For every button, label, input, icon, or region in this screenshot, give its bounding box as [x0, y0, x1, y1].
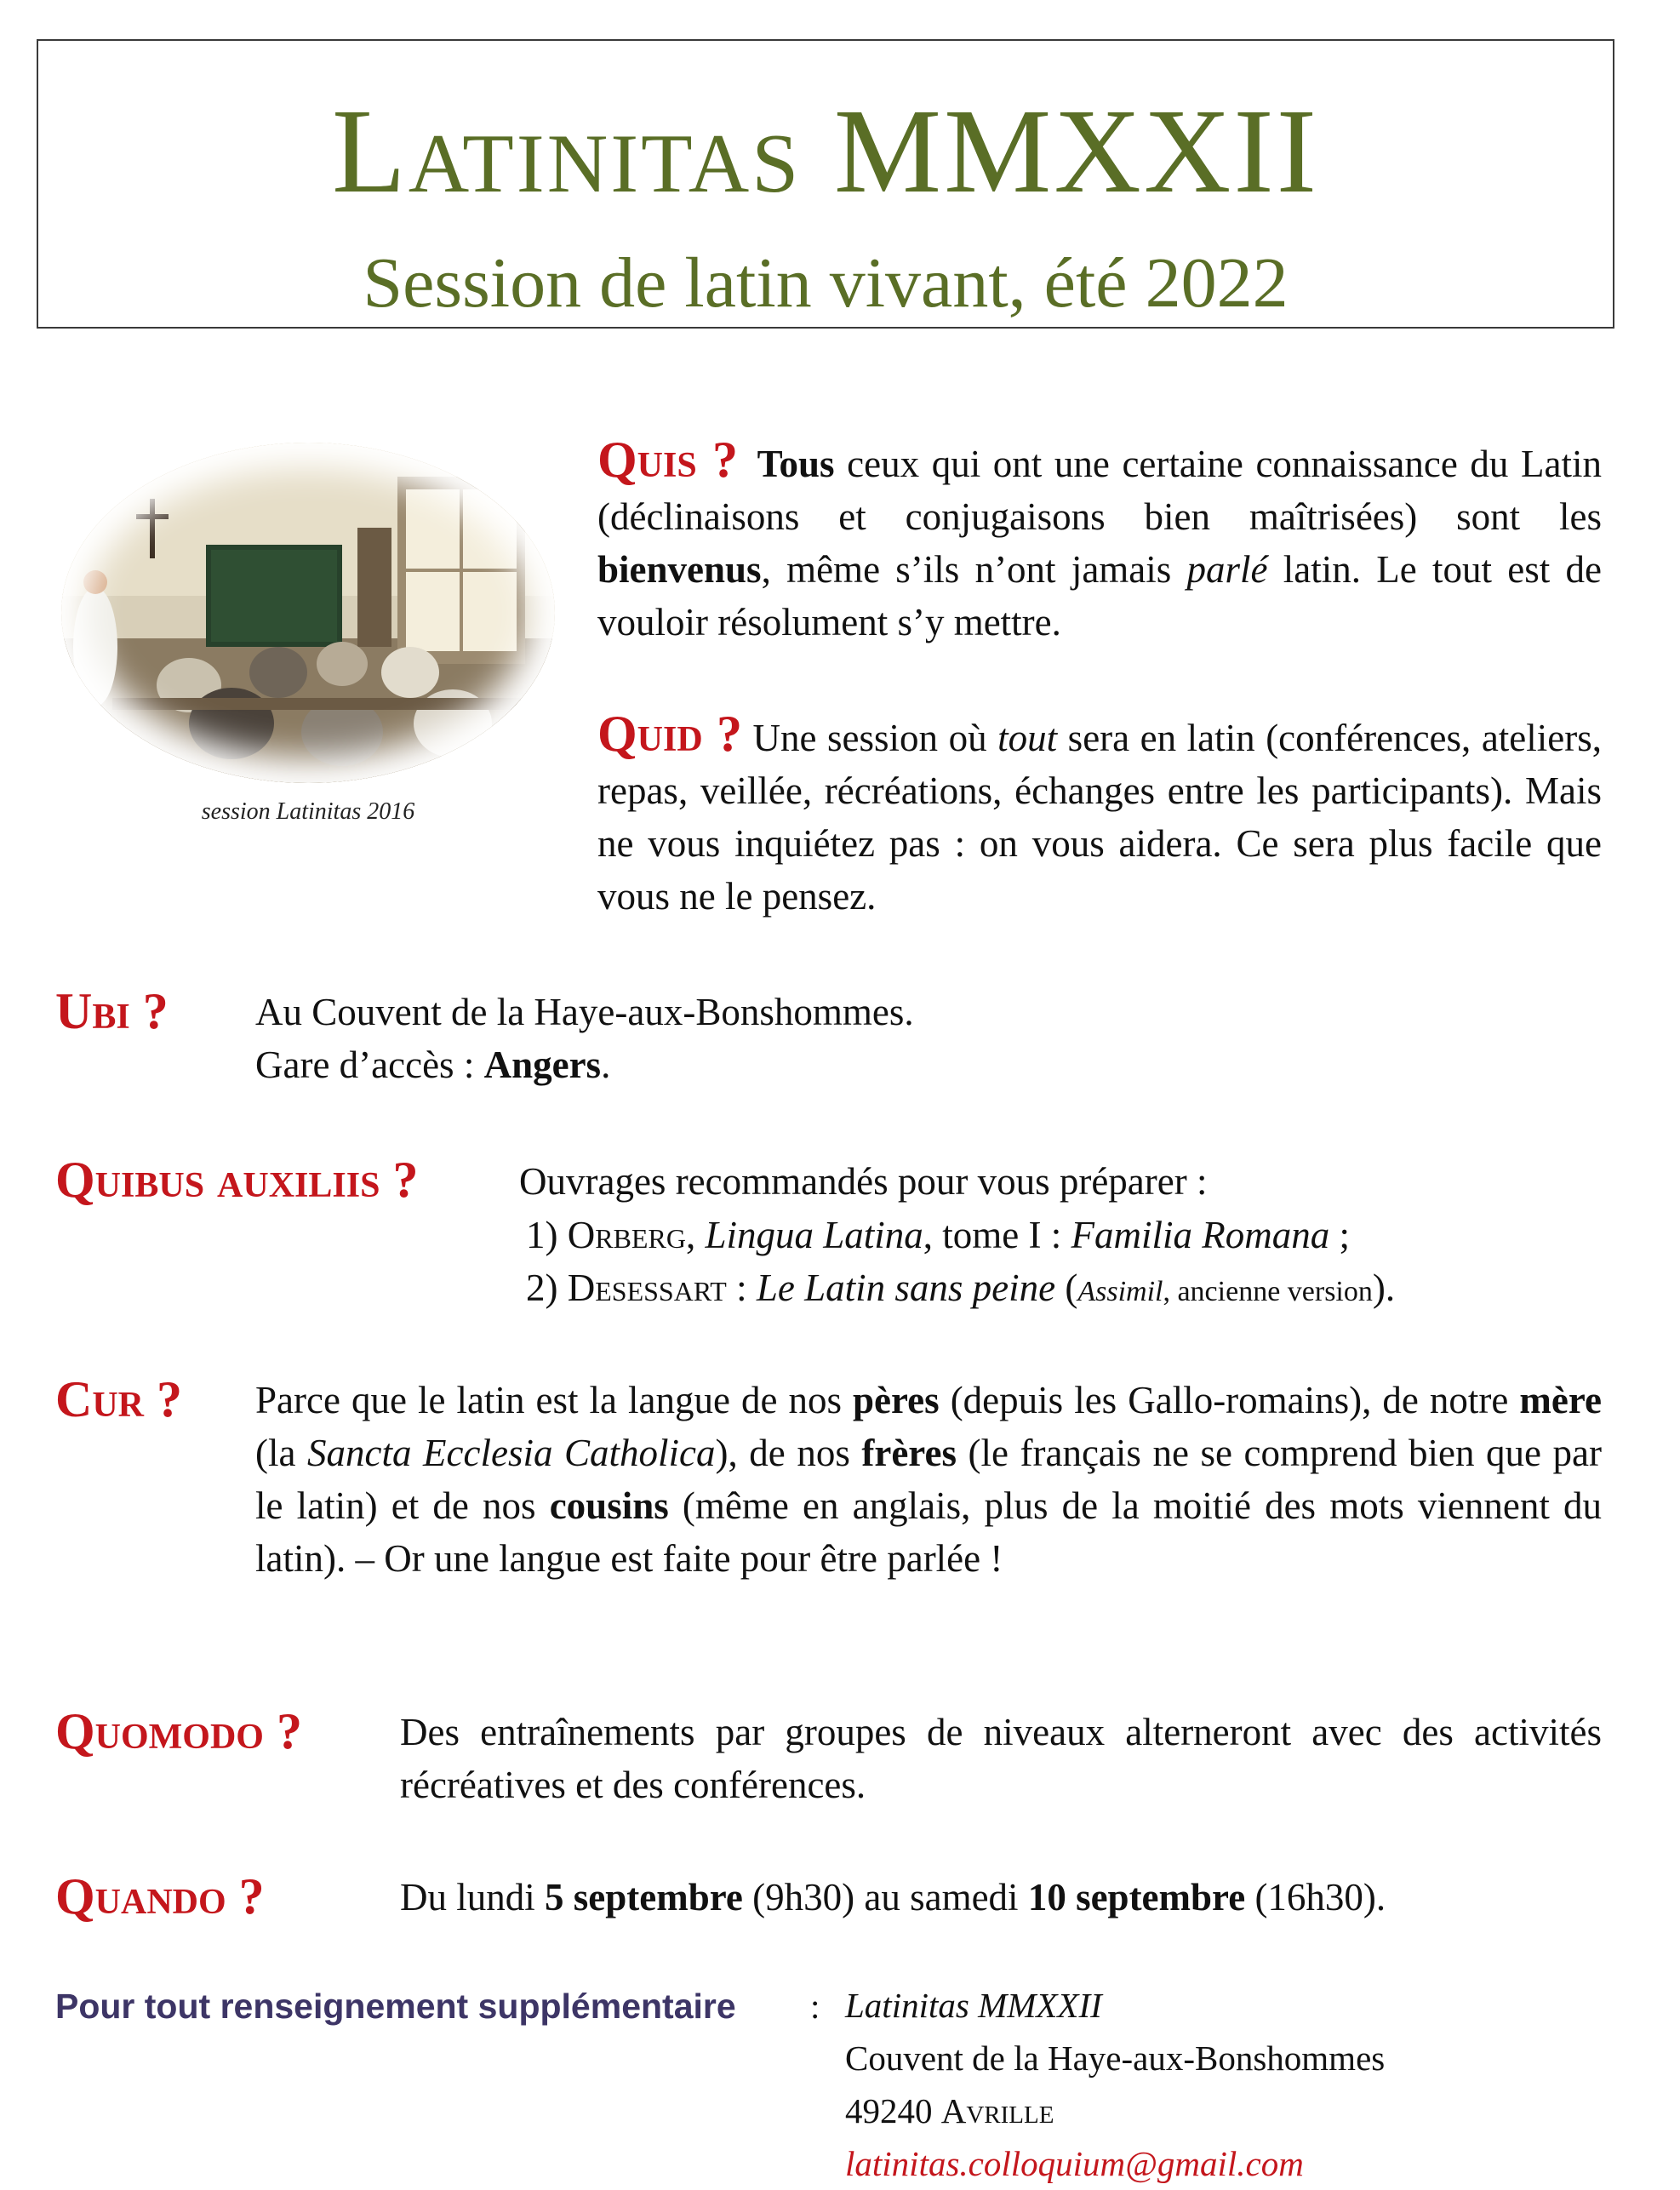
ubi-line-2-c: . — [601, 1044, 611, 1086]
contact-org — [845, 1979, 1385, 2032]
contact-address-2-b: Avrille — [940, 2091, 1054, 2130]
book-1-sep: , — [685, 1214, 706, 1256]
book-2-publisher: Assimil — [1077, 1276, 1163, 1307]
quis-text-2: ceux qui ont une certaine connaissance du Latin (déclinaisons et conjugaisons bien maîtrisées) sont les — [597, 443, 1602, 538]
subtitle: Session de latin vivant, été 2022 — [363, 243, 1289, 323]
quis-section — [597, 434, 1602, 649]
quibus-intro: Ouvrages recommandés pour vous préparer : — [519, 1160, 1208, 1203]
quando-b1: 5 septembre — [545, 1876, 743, 1918]
quomodo-label: Quomodo ? — [55, 1703, 302, 1759]
ubi-line-2 — [255, 1038, 610, 1091]
cur-t5: (le français ne se comprend bien que par le latin) et de nos — [255, 1432, 1602, 1527]
ubi-line-2-a: Gare d’accès : — [255, 1044, 484, 1086]
quid-section — [597, 708, 1602, 923]
quibus-label: Quibus auxiliis ? — [55, 1152, 419, 1208]
contact-block — [845, 1979, 1385, 2190]
book-2-note: , ancienne version — [1163, 1276, 1373, 1307]
quis-label: Quis ? — [597, 432, 739, 488]
cur-text — [255, 1374, 1602, 1585]
cur-t3: (la — [255, 1432, 308, 1474]
contact-email-link[interactable]: latinitas.colloquium@gmail.com — [845, 2144, 1304, 2183]
quis-text-4: , même s’ils n’ont jamais — [761, 548, 1187, 591]
cur-b1: pères — [853, 1379, 940, 1421]
quid-label: Quid ? — [597, 706, 742, 762]
cur-t6: (même en anglais, plus de la moitié des mots viennent du latin). – Or une langue est faite pour être parlée ! — [255, 1484, 1602, 1580]
contact-label: Pour tout renseignement supplémentaire — [55, 1987, 736, 2026]
cur-b2: mère — [1519, 1379, 1602, 1421]
session-photo — [61, 443, 555, 783]
quibus-book-1 — [526, 1209, 1350, 1261]
contact-org-b: MMXXII — [978, 1986, 1102, 2025]
book-2-title: Le Latin sans peine — [756, 1267, 1056, 1309]
quomodo-text: Des entraînements par groupes de niveaux alterneront avec des activités récréatives et des conférences. — [400, 1711, 1602, 1806]
book-2-sep: : — [726, 1267, 757, 1309]
contact-org-a: Latinitas — [845, 1986, 979, 2025]
quibus-book-2 — [526, 1261, 1395, 1318]
cur-t1: Parce que le latin est la langue de nos — [255, 1379, 854, 1421]
ubi-line-1: Au Couvent de la Haye-aux-Bonshommes. — [255, 991, 914, 1033]
contact-address-2-a: 49240 — [845, 2091, 941, 2130]
cur-t2: (depuis les Gallo-romains), de notre — [939, 1379, 1520, 1421]
quando-t3: (16h30). — [1245, 1876, 1386, 1918]
book-1-num: 1) — [526, 1214, 568, 1256]
cur-b4: cousins — [549, 1484, 669, 1527]
cur-t4: ), de nos — [715, 1432, 862, 1474]
contact-address-2 — [845, 2084, 1385, 2137]
cur-label: Cur ? — [55, 1371, 182, 1427]
contact-address-1: Couvent de la Haye-aux-Bonshommes — [845, 2038, 1386, 2078]
quando-t1: Du lundi — [400, 1876, 546, 1918]
book-2-author: Desessart — [567, 1267, 727, 1309]
quando-text — [400, 1871, 1386, 1924]
contact-colon: : — [810, 1987, 820, 2026]
ubi-line-2-b: Angers — [483, 1044, 602, 1086]
cur-i1: Sancta Ecclesia Catholica — [307, 1432, 716, 1474]
book-1-title: Lingua Latina — [705, 1214, 923, 1256]
cur-b3: frères — [861, 1432, 957, 1474]
book-1-end: ; — [1329, 1214, 1350, 1256]
quis-text-italic-5: parlé — [1186, 548, 1268, 591]
quis-text-bold-1: Tous — [757, 443, 835, 485]
quid-text-1: Une session où — [752, 717, 998, 759]
ubi-label: Ubi ? — [55, 983, 169, 1039]
quando-t2: (9h30) au samedi — [742, 1876, 1028, 1918]
quando-b2: 10 septembre — [1027, 1876, 1246, 1918]
book-2-end: ). — [1372, 1267, 1396, 1309]
quid-text-3: sera en latin (conférences, ateliers, repas, veillée, récréations, échanges entre les participants). Mais ne vous inquiétez pas : on vous aidera. Ce sera plus facile que vous ne le pensez. — [597, 717, 1602, 918]
book-1-author: Orberg — [567, 1214, 686, 1256]
quis-text-6: latin. Le tout est de vouloir résolument s’y mettre. — [597, 548, 1602, 643]
quid-text-italic-2: tout — [997, 717, 1058, 759]
quis-text-bold-3: bienvenus — [597, 548, 762, 591]
quando-label: Quando ? — [55, 1868, 265, 1924]
book-2-paren-open: ( — [1055, 1267, 1078, 1309]
main-title: Latinitas MMXXII — [332, 83, 1319, 218]
book-1-mid: , tome I : — [923, 1214, 1071, 1256]
title-box — [37, 39, 1614, 329]
book-2-num: 2) — [526, 1267, 568, 1309]
book-1-subtitle: Familia Romana — [1071, 1214, 1330, 1256]
photo-caption: session Latinitas 2016 — [201, 798, 415, 825]
